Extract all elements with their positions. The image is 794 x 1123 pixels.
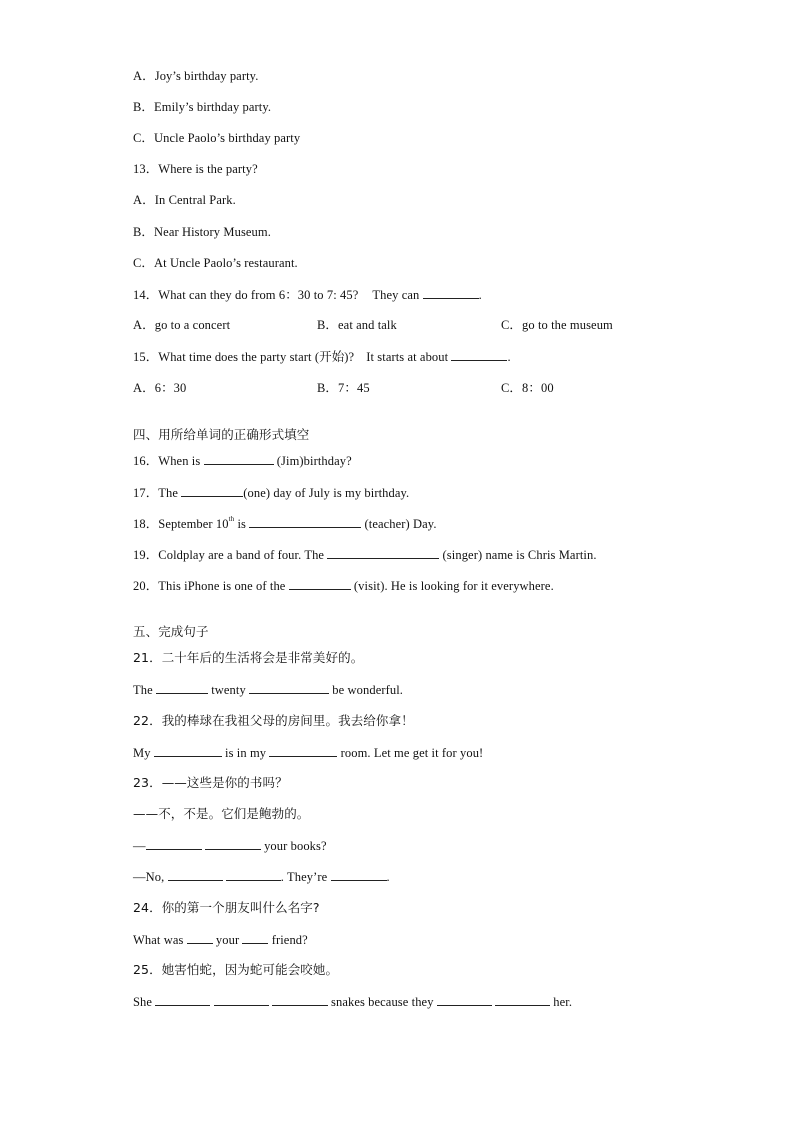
q25-chinese: 25．她害怕蛇，因为蛇可能会咬她。 [133,962,339,977]
q15-stem-cjk: 开始 [319,349,345,364]
q23-blank-5[interactable] [331,868,387,881]
q25-blank-2[interactable] [214,993,269,1006]
q24-blank-2[interactable] [242,931,268,944]
q15-option-b: B．7：45 [317,381,370,395]
q13-option-a: A．In Central Park. [133,193,236,207]
q25-text-a: She [133,995,153,1009]
q23-blank-3[interactable] [168,868,223,881]
q18-text-c: (teacher) Day. [364,517,437,531]
q21-text-c: be wonderful. [332,683,404,697]
q12-option-c: C．Uncle Paolo’s birthday party [133,131,301,145]
q14-option-c: C．go to the museum [501,318,613,332]
q17 [133,484,409,501]
q25-blank-1[interactable] [155,993,210,1006]
q19-answer-blank[interactable] [327,546,439,559]
q22-blank-2[interactable] [269,744,337,757]
q18-text-a: 18．September 10 [133,517,229,531]
q21-english [133,681,403,698]
q16-answer-blank[interactable] [204,452,274,465]
q22-chinese: 22．我的棒球在我祖父母的房间里。我去给你拿！ [133,713,414,728]
q25-blank-3[interactable] [272,993,328,1006]
q25-blank-5[interactable] [495,993,550,1006]
q22-text-c: room. Let me get it for you! [340,746,484,760]
q18-text-b: is [234,517,247,531]
q13-option-c: C．At Uncle Paolo’s restaurant. [133,256,298,270]
q16-text-a: 16．When is [133,454,201,468]
q20-answer-blank[interactable] [289,577,351,590]
section-5-title: 五、完成句子 [133,624,209,639]
q23-text-1: your books? [264,839,327,853]
q17-text-a: 17．The [133,486,179,500]
q24-text-c: friend? [271,933,308,947]
q15-stem-answer-lead: It starts at about [366,350,449,364]
q15-stem: 15．What time does the party start (开始)? It starts at about . [133,349,511,364]
q23-blank-4[interactable] [226,868,281,881]
q15-stem-question-a: 15．What time does the party start ( [133,350,320,364]
q24-text-a: What was [133,933,184,947]
q23-text-2b: . They’re [280,870,328,884]
q22-english [133,744,483,761]
q24-blank-1[interactable] [187,931,213,944]
q19 [133,546,597,563]
q12-option-b: B．Emily’s birthday party. [133,100,272,114]
q16-text-b: (Jim)birthday? [276,454,352,468]
q22-blank-1[interactable] [154,744,222,757]
q20 [133,577,554,594]
q12-option-a: A．Joy’s birthday party. [133,69,259,83]
q20-text-a: 20．This iPhone is one of the [133,579,286,593]
q13-option-b: B．Near History Museum. [133,225,271,239]
q19-text-b: (singer) name is Chris Martin. [442,548,597,562]
q24-chinese: 24．你的第一个朋友叫什么名字? [133,900,320,915]
q21-blank-1[interactable] [156,681,208,694]
q14-stem: 14．What can they do from 6：30 to 7: 45? They can . [133,288,482,302]
q15-stem-question-b: )? [344,350,355,364]
q24-text-b: your [215,933,240,947]
section-4-title: 四、用所给单词的正确形式填空 [133,427,310,442]
q25-english [133,993,572,1010]
q21-chinese: 21．二十年后的生活将会是非常美好的。 [133,650,364,665]
q23-text-2a: —No, [133,870,165,884]
q23-text-2c: . [386,870,390,884]
q14-stem-answer-lead: They can [372,288,420,302]
q14-stem-question: 14．What can they do from 6：30 to 7: 45? [133,288,359,302]
q18 [133,515,437,532]
q23-dash-1: — [133,839,146,853]
q23-english-line-1 [133,837,327,854]
q23-chinese-line-2: ——不，不是。它们是鲍勃的。 [133,806,310,821]
q19-text-a: 19．Coldplay are a band of four. The [133,548,325,562]
q23-blank-2[interactable] [205,837,261,850]
q15-option-a: A．6：30 [133,381,187,395]
q21-text-a: The [133,683,153,697]
q23-blank-1[interactable] [146,837,202,850]
q22-text-a: My [133,746,151,760]
q13-stem: 13．Where is the party? [133,162,258,176]
q18-answer-blank[interactable] [249,515,361,528]
q23-chinese-line-1: 23．——这些是你的书吗？ [133,775,288,790]
q16 [133,452,352,469]
q25-text-b: snakes because they [331,995,434,1009]
q17-text-b: (one) day of July is my birthday. [243,486,410,500]
q17-answer-blank[interactable] [181,484,243,497]
q15-option-c: C．8：00 [501,381,554,395]
q18-ordinal-suffix: th [228,515,235,523]
q20-text-b: (visit). He is looking for it everywhere. [353,579,554,593]
q14-option-b: B．eat and talk [317,318,397,332]
q22-text-b: is in my [225,746,267,760]
q23-english-line-2 [133,868,390,885]
q15-answer-blank[interactable] [451,348,507,361]
q21-text-b: twenty [211,683,246,697]
q24-english [133,931,308,948]
q14-option-a: A．go to a concert [133,318,231,332]
q25-text-c: her. [553,995,573,1009]
q14-answer-blank[interactable] [423,286,479,299]
q21-blank-2[interactable] [249,681,329,694]
q25-blank-4[interactable] [437,993,492,1006]
